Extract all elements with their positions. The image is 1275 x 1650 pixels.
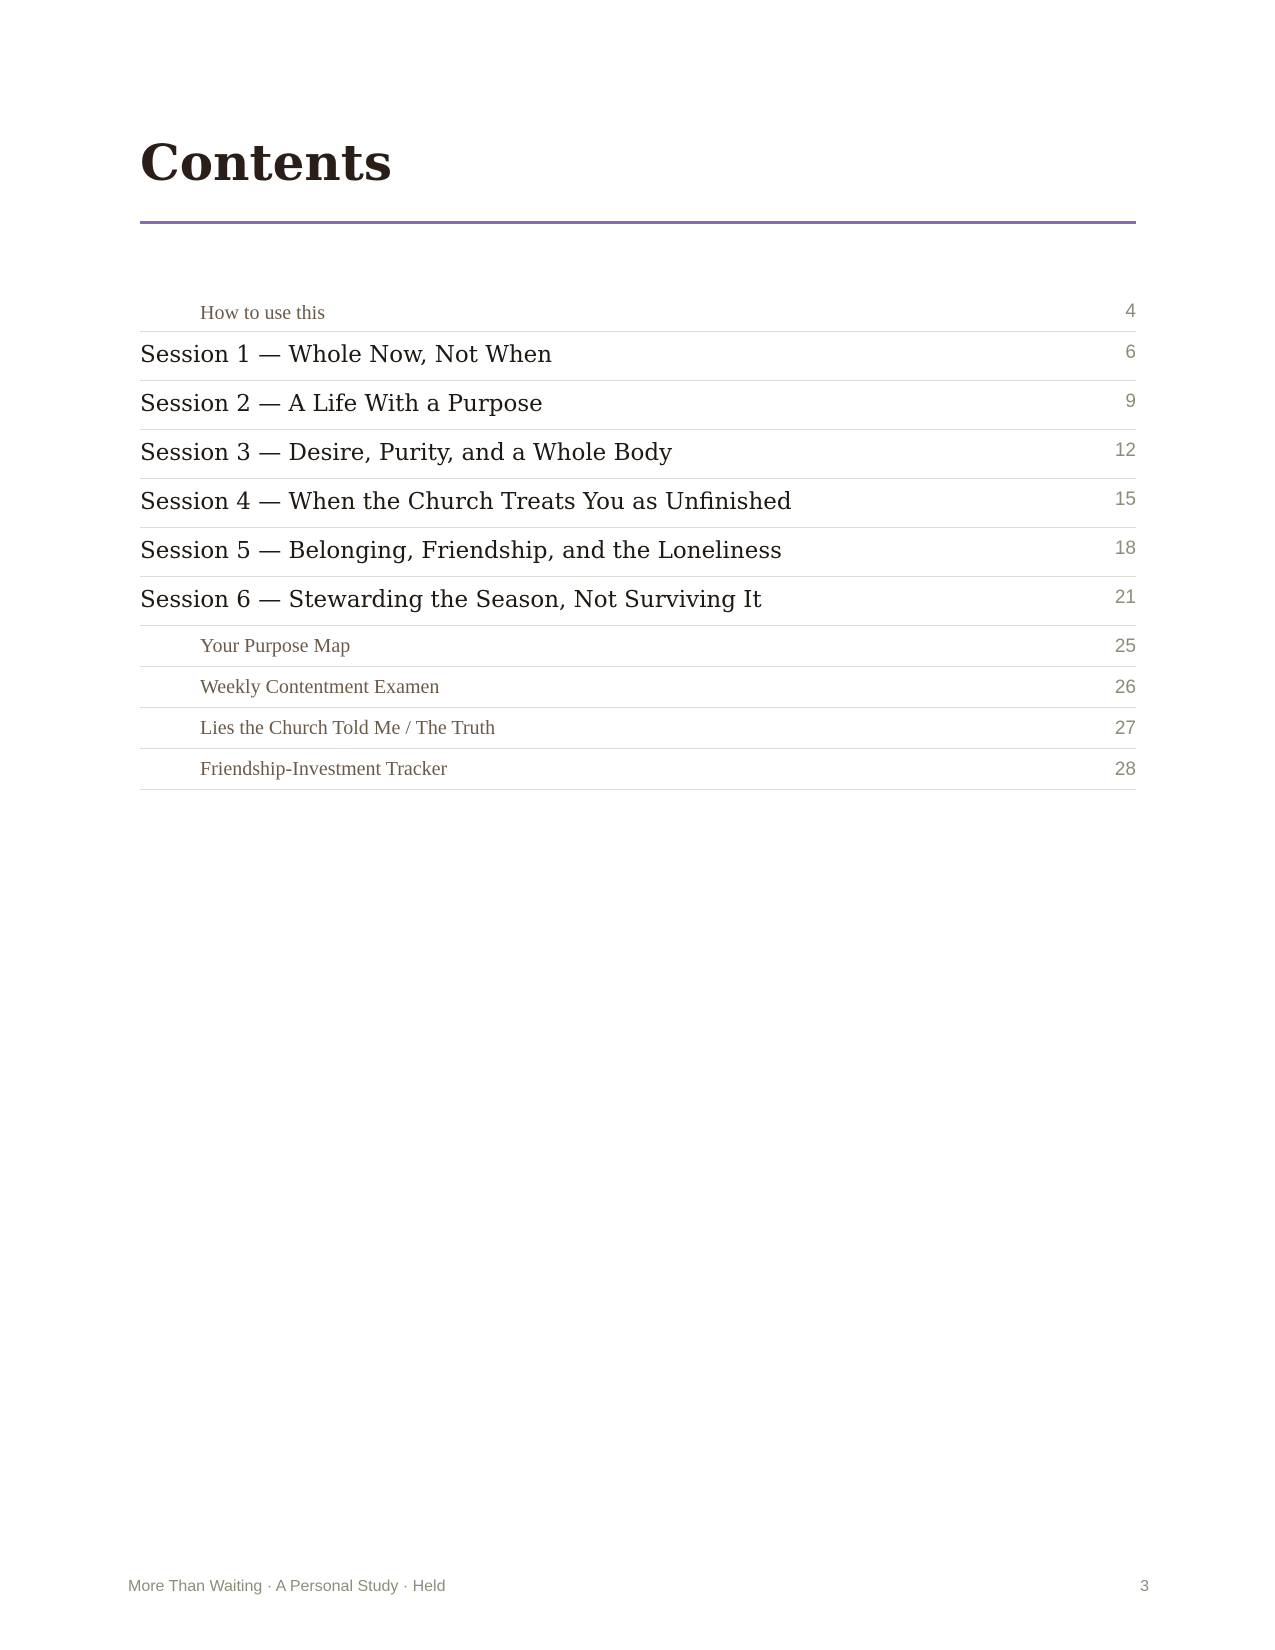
toc-entry-session-2[interactable] xyxy=(140,381,1136,430)
toc-entry-page: 4 xyxy=(1125,301,1136,322)
toc-entry-page: 6 xyxy=(1125,342,1136,363)
toc-entry-label: How to use this xyxy=(200,302,325,324)
toc-entry-label: Friendship-Investment Tracker xyxy=(200,758,448,780)
toc-entry-page: 15 xyxy=(1114,489,1136,510)
toc-entry-page: 27 xyxy=(1114,718,1136,739)
toc-entry-page: 9 xyxy=(1125,391,1136,412)
toc-entry-page: 18 xyxy=(1114,538,1136,559)
title-divider xyxy=(140,221,1136,224)
toc-entry-page: 21 xyxy=(1114,587,1136,608)
toc-entry-page: 26 xyxy=(1114,677,1136,698)
toc-entry-lies-truth[interactable] xyxy=(140,708,1136,749)
toc-entry-label: Session 4 — When the Church Treats You as Unfinished xyxy=(140,489,792,515)
toc-entry-label: Your Purpose Map xyxy=(200,635,351,657)
toc-entry-label: Lies the Church Told Me / The Truth xyxy=(200,717,496,739)
page-title: Contents xyxy=(140,133,393,192)
table-of-contents xyxy=(140,291,1136,790)
toc-entry-label: Session 1 — Whole Now, Not When xyxy=(140,342,553,368)
toc-entry-label: Session 3 — Desire, Purity, and a Whole Body xyxy=(140,440,673,466)
toc-entry-contentment-examen[interactable] xyxy=(140,667,1136,708)
toc-entry-page: 28 xyxy=(1114,759,1136,780)
toc-entry-session-6[interactable] xyxy=(140,577,1136,626)
toc-entry-session-4[interactable] xyxy=(140,479,1136,528)
toc-entry-label: Weekly Contentment Examen xyxy=(200,676,440,698)
footer-page-number: 3 xyxy=(1140,1578,1149,1595)
toc-entry-label: Session 2 — A Life With a Purpose xyxy=(140,391,543,417)
toc-entry-session-1[interactable] xyxy=(140,332,1136,381)
toc-entry-page: 25 xyxy=(1114,636,1136,657)
toc-entry-label: Session 6 — Stewarding the Season, Not Surviving It xyxy=(140,587,762,613)
toc-entry-friendship-tracker[interactable] xyxy=(140,749,1136,790)
toc-entry-label: Session 5 — Belonging, Friendship, and the Loneliness xyxy=(140,538,782,564)
toc-entry-purpose-map[interactable] xyxy=(140,626,1136,667)
toc-entry-session-3[interactable] xyxy=(140,430,1136,479)
toc-entry-session-5[interactable] xyxy=(140,528,1136,577)
toc-entry-page: 12 xyxy=(1114,440,1136,461)
toc-entry-how-to-use[interactable] xyxy=(140,291,1136,332)
footer-running-title: More Than Waiting · A Personal Study · Held xyxy=(128,1578,446,1595)
